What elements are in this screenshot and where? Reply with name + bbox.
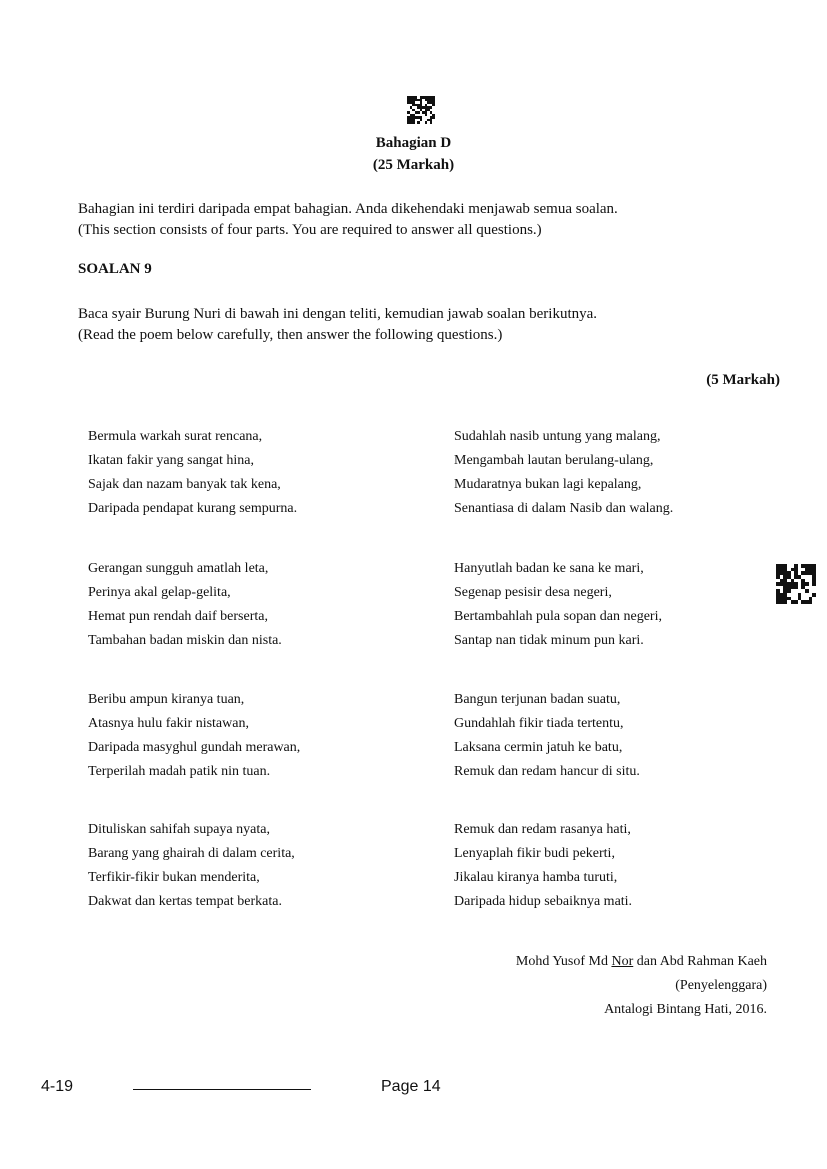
poem-stanza: [454, 557, 662, 653]
poem-line: Daripada hidup sebaiknya mati.: [454, 894, 633, 909]
poem-line: Bangun terjunan badan suatu,: [454, 692, 621, 707]
section-title: Bahagian D: [375, 135, 452, 151]
page-number: Page 14: [381, 1078, 441, 1095]
poem-stanza: [88, 425, 297, 521]
poem-line: Perinya akal gelap-gelita,: [88, 585, 231, 600]
credit-authors: [516, 950, 767, 974]
credit-role: (Penyelenggara): [675, 978, 767, 993]
poem-stanza: [454, 688, 640, 784]
qr-code-icon: [407, 96, 435, 124]
poem-line: Santap nan tidak minum pun kari.: [454, 633, 644, 648]
poem-line: Ikatan fakir yang sangat hina,: [88, 453, 254, 468]
poem-line: Hemat pun rendah daif berserta,: [88, 609, 268, 624]
credit-authors-prefix: Mohd Yusof Md: [515, 954, 612, 969]
poem-line: Daripada masyghul gundah merawan,: [88, 740, 301, 755]
poem-line: Sajak dan nazam banyak tak kena,: [88, 477, 281, 492]
intro-malay: Bahagian ini terdiri daripada empat bahagian. Anda dikehendaki menjawab semua soalan.: [78, 201, 618, 217]
poem-line: Dakwat dan kertas tempat berkata.: [88, 894, 282, 909]
section-marks: (25 Markah): [372, 157, 455, 173]
instruction-malay: Baca syair Burung Nuri di bawah ini dengan teliti, kemudian jawab soalan berikutnya.: [78, 306, 598, 322]
credit-source: Antalogi Bintang Hati, 2016.: [604, 1002, 767, 1017]
poem-line: Segenap pesisir desa negeri,: [454, 585, 612, 600]
poem-line: Lenyaplah fikir budi pekerti,: [454, 846, 615, 861]
question-label: SOALAN 9: [78, 261, 152, 277]
poem-line: Gerangan sungguh amatlah leta,: [88, 561, 269, 576]
poem-line: Laksana cermin jatuh ke batu,: [454, 740, 623, 755]
poem-line: Barang yang ghairah di dalam cerita,: [88, 846, 295, 861]
poem-stanza: [454, 425, 673, 521]
poem-line: Bermula warkah surat rencana,: [88, 429, 263, 444]
poem-line: Sudahlah nasib untung yang malang,: [454, 429, 661, 444]
poem-line: Bertambahlah pula sopan dan negeri,: [454, 609, 662, 624]
poem-line: Terfikir-fikir bukan menderita,: [88, 870, 260, 885]
poem-line: Atasnya hulu fakir nistawan,: [88, 716, 249, 731]
instruction-english: (Read the poem below carefully, then answer the following questions.): [78, 327, 503, 343]
poem-line: Dituliskan sahifah supaya nyata,: [88, 822, 270, 837]
poem-line: Tambahan badan miskin dan nista.: [88, 633, 282, 648]
footer-code: 4-19: [41, 1078, 74, 1095]
poem-stanza: [88, 688, 300, 784]
footer-divider: [133, 1089, 311, 1090]
credit-authors-suffix: dan Abd Rahman Kaeh: [633, 954, 767, 969]
poem-line: Daripada pendapat kurang sempurna.: [88, 501, 298, 516]
poem-stanza: [88, 818, 295, 914]
poem-line: Mengambah lautan berulang-ulang,: [454, 453, 654, 468]
poem-line: Terperilah madah patik nin tuan.: [88, 764, 271, 779]
poem-stanza: [454, 818, 632, 914]
poem-line: Senantiasa di dalam Nasib dan walang.: [454, 501, 674, 516]
poem-line: Gundahlah fikir tiada tertentu,: [454, 716, 624, 731]
poem-line: Jikalau kiranya hamba turuti,: [454, 870, 618, 885]
poem-line: Beribu ampun kiranya tuan,: [88, 692, 245, 707]
poem-credit: [516, 950, 767, 1022]
intro-english: (This section consists of four parts. You are required to answer all questions.): [78, 222, 542, 238]
poem-line: Remuk dan redam rasanya hati,: [454, 822, 631, 837]
poem-stanza: [88, 557, 282, 653]
poem-line: Hanyutlah badan ke sana ke mari,: [454, 561, 644, 576]
qr-code-icon: [776, 564, 816, 604]
credit-authors-underlined: Nor: [611, 954, 634, 969]
poem-line: Mudaratnya bukan lagi kepalang,: [454, 477, 642, 492]
question-marks: (5 Markah): [706, 372, 780, 388]
poem-line: Remuk dan redam hancur di situ.: [454, 764, 640, 779]
